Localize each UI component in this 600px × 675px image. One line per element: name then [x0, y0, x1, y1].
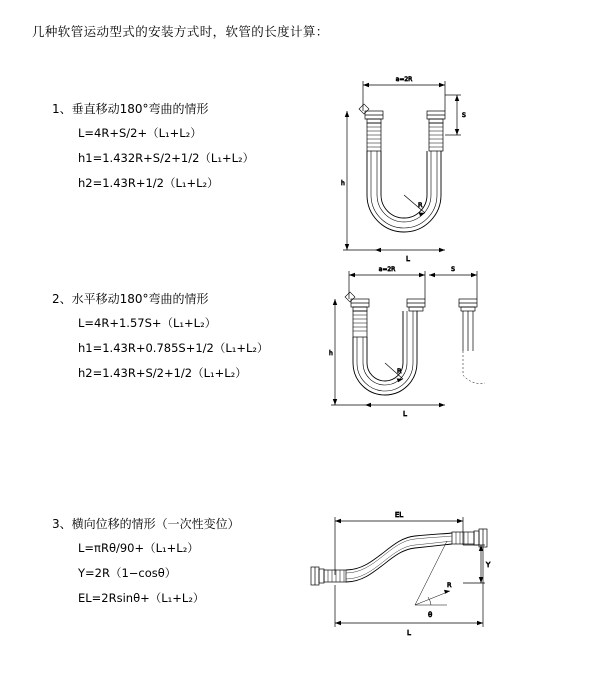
dim-label-el: EL	[394, 511, 404, 519]
section-1-heading: 1、垂直移动180°弯曲的情形	[52, 102, 209, 116]
dim-label-s: S	[462, 112, 466, 119]
section-2-heading: 2、水平移动180°弯曲的情形	[52, 292, 209, 306]
section-1-text	[52, 100, 302, 200]
section-2-formula-3: h2=1.43R+S/2+1/2（L₁+L₂）	[78, 366, 247, 380]
horizontal-180-bend-diagram	[305, 255, 505, 445]
page-title: 几种软管运动型式的安装方式时，软管的长度计算：	[32, 24, 329, 39]
dim-label-l-3: L	[407, 629, 411, 637]
section-1-formula-2: h1=1.432R+S/2+1/2（L₁+L₂）	[78, 151, 255, 165]
dim-label-theta: θ	[428, 611, 433, 619]
section-3-formula-3: EL=2Rsinθ+（L₁+L₂）	[78, 591, 205, 605]
dim-label-r-2: R	[397, 367, 402, 375]
dim-label-a2r: a=2R	[395, 76, 413, 83]
section-3-formula-2: Y=2R（1−cosθ）	[78, 566, 177, 580]
dim-label-r: R	[418, 201, 423, 209]
dim-label-h-2: h	[329, 350, 333, 357]
dim-label-l: L	[406, 255, 410, 263]
dim-label-s-2: S	[451, 266, 455, 273]
section-1-formula-3: h2=1.43R+1/2（L₁+L₂）	[78, 176, 219, 190]
section-2-text	[52, 290, 302, 390]
dim-label-l-2: L	[403, 410, 407, 418]
section-3-formula-1: L=πRθ/90+（L₁+L₂）	[78, 541, 199, 555]
dim-label-r-3: R	[447, 581, 452, 589]
section-2-formula-2: h1=1.43R+0.785S+1/2（L₁+L₂）	[78, 341, 269, 355]
section-3-heading: 3、横向位移的情形（一次性变位）	[52, 517, 240, 531]
section-2-formula-1: L=4R+1.57S+（L₁+L₂）	[78, 316, 217, 330]
dim-label-h: h	[341, 180, 345, 187]
lateral-offset-diagram	[295, 505, 505, 645]
section-1-formula-1: L=4R+S/2+（L₁+L₂）	[78, 126, 202, 140]
dim-label-a2r-2: a=2R	[378, 266, 396, 273]
section-3-text	[52, 515, 302, 615]
dim-label-y: Y	[486, 561, 491, 569]
vertical-180-bend-diagram	[305, 65, 495, 285]
